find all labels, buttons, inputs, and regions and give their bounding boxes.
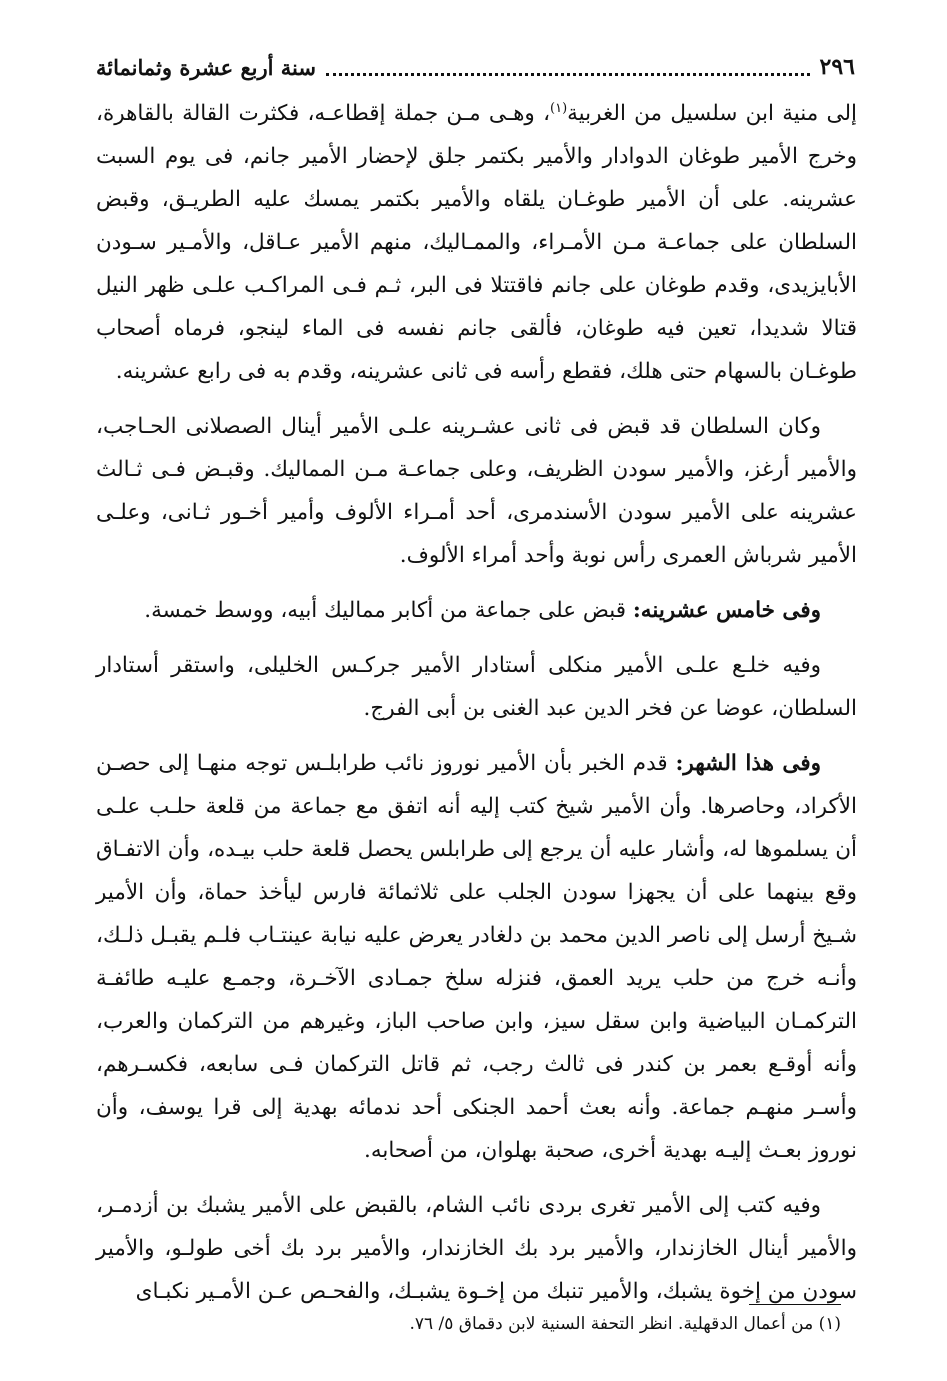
paragraph-5: [96, 742, 857, 1172]
paragraph-3-lead: وفى خامس عشرينه:: [632, 598, 821, 623]
paragraph-3-text: قبض على جماعة من أكابر مماليك أبيه، ووسط خمسة.: [144, 598, 633, 623]
dotted-leader: [326, 59, 810, 76]
paragraph-6: [96, 1184, 857, 1313]
paragraph-1-opening: إلى منية ابن سلسيل من الغربية: [567, 101, 857, 126]
page-number: ٢٩٦: [819, 54, 855, 80]
paragraph-1: [96, 92, 857, 393]
body-text: [96, 92, 857, 1313]
footnote: [96, 1309, 841, 1339]
running-title: سنة أربع عشرة وثمانمائة: [96, 54, 316, 80]
paragraph-2-text: وكان السلطان قد قبض فى ثانى عشـرينه علـى الأمير أينال الصصلانى الحـاجب، والأمير أرغز، والأمير سودن الظريف، وعلى جماعـة مـن المماليك. وقبـض فـى ثـالث عشرينه على الأمير سودن الأسندمرى، أحد أمـراء الألوف وأمير أخـور ثـانى، وعلـى الأمير شرباش العمرى رأس نوبة وأحد أمراء الألوف.: [96, 414, 857, 568]
paragraph-5-text: قدم الخبر بأن الأمير نوروز نائب طرابلـس توجه منهـا إلى حصـن الأكراد، وحاصرها. وأن الأمير شيخ كتب إليه أنه اتفق مع جماعة من قلعة حلـب علـى أن يسلموها له، وأشار عليه أن يرجع إلى طرابلس يحصل قلعة حلب بيـده، وأن الاتفـاق وقع بينهما على أن يجهزا سودن الجلب على ثلاثمائة فارس ليأخذ حماة، وأن الأمير شـيخ أرسل إلى ناصر الدين محمد بن دلغادر يعرض عليه نيابة عينتـاب فلـم يقبـل ذلـك، وأنـه خرج من حلب يريد العمق، فنزله سلخ جمـادى الآخـرة، وجمـع عليـه طائفـة التركمـان البياضية وابن سقل سيز، وابن صاحب الباز، وغيرهم من التركمان والعرب، وأنه أوقـع بعمر بن كندر فى ثالث رجب، ثم قاتل التركمان فـى سابعه، فكسـرهم، وأسـر منهـم جماعة. وأنه بعث أحمد الجنكى أحد ندمائه بهدية إلى قرا يوسف، وأن نوروز بعـث إليـه بهدية أخرى، صحبة بهلوان، من أصحابه.: [96, 751, 857, 1163]
footnote-rule: [749, 1304, 841, 1305]
paragraph-2: [96, 405, 857, 577]
paragraph-4: [96, 644, 857, 730]
paragraph-1-text: ، وهـى مـن جملة إقطاعـه، فكثرت القالة بالقاهرة، وخرج الأمير طوغان الدوادار والأمير بكتمر جلق لإحضار الأمير جانم، فى يوم السبت عشرينه. على أن الأمير طوغـان يلقاه والأمير بكتمر يمسك عليه الطريـق، وقبض السلطان على جماعـة مـن الأمـراء، والممـاليك، منهم الأمير عـاقل، والأمـير سـودن الأبايزيدى، وقدم طوغان على جانم فاقتتلا فى البر، ثـم فـى المراكـب علـى ظهر النيل قتالا شديدا، تعين فيه طوغان، فألقى جانم نفسه فى الماء لينجو، فرماه أصحاب طوغـان بالسهام حتى هلك، فقطع رأسه فى ثانى عشرينه، وقدم به فى رابع عشرينه.: [96, 101, 857, 384]
footnote-text: (١) من أعمال الدقهلية. انظر التحفة السنية لابن دقماق ٥/ ٧٦.: [409, 1314, 841, 1334]
paragraph-3: [96, 589, 857, 632]
footnote-reference: (١): [550, 100, 568, 116]
running-head: [96, 50, 855, 84]
paragraph-4-text: وفيه خلـع علـى الأمير منكلى أستادار الأمير جركـس الخليلى، واستقر أستادار السلطان، عوضا عن فخر الدين عبد الغنى بن أبى الفرج.: [96, 653, 857, 721]
paragraph-5-lead: وفى هذا الشهر:: [675, 751, 822, 776]
paragraph-6-text: وفيه كتب إلى الأمير تغرى بردى نائب الشام، بالقبض على الأمير يشبك بن أزدمـر، والأمير أينال الخازندار، والأمير برد بك الخازندار، والأمير برد بك أخى طولـو، والأمير سودن من إخوة يشبك، والأمير تنبك من إخـوة يشبـك، والفحـص عـن الأمـير نكبـاى: [96, 1193, 857, 1304]
